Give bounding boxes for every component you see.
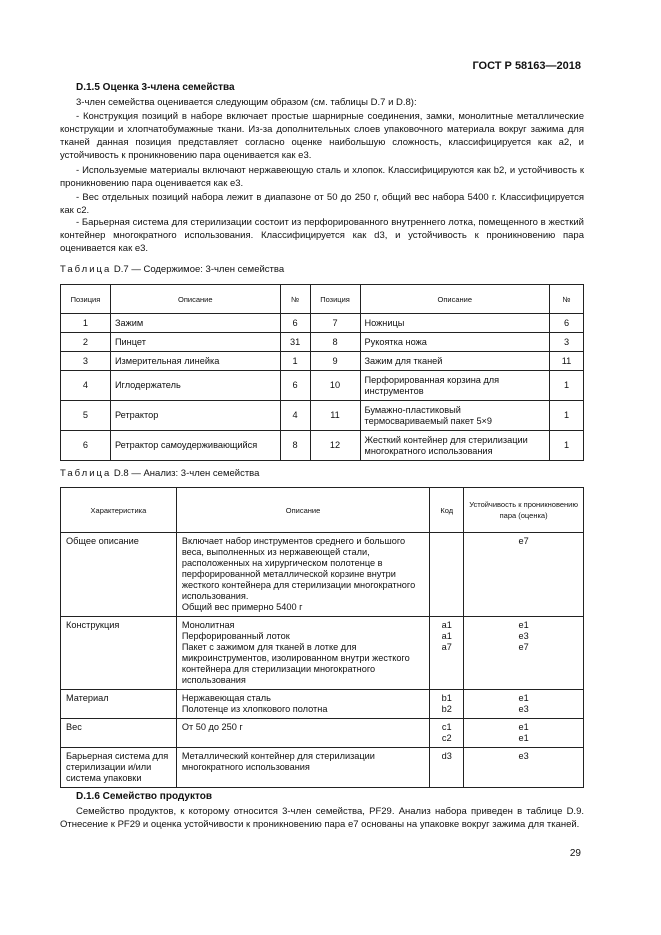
- table-row: [61, 314, 584, 333]
- cell: Пинцет: [110, 333, 280, 352]
- header-resistance: Устойчивость к проникновению пара (оценка): [464, 488, 584, 533]
- cell-description: От 50 до 250 г: [176, 719, 429, 748]
- table-row: [61, 690, 584, 719]
- section-d15-weight: - Вес отдельных позиций набора лежит в диапазоне от 50 до 250 г, общий вес набора 5400 г. Классифицируется как c2.: [60, 192, 584, 216]
- cell: 11: [550, 352, 584, 371]
- cell: Ретрактор: [110, 401, 280, 431]
- cell: 31: [280, 333, 310, 352]
- table-row: [61, 333, 584, 352]
- cell-characteristic: Конструкция: [61, 617, 177, 690]
- cell: 6: [550, 314, 584, 333]
- cell-code: d3: [430, 748, 464, 788]
- cell-description: Металлический контейнер для стерилизации многократного использования: [176, 748, 429, 788]
- cell: Ретрактор самоудерживающийся: [110, 431, 280, 461]
- cell: 7: [310, 314, 360, 333]
- table-d8-caption: Таблица D.8 — Анализ: 3-член семейства: [60, 468, 260, 479]
- cell: 1: [280, 352, 310, 371]
- cell-resistance: e1 e3: [464, 690, 584, 719]
- cell: 4: [61, 371, 111, 401]
- table-header-row: [61, 488, 584, 533]
- section-d16-title: D.1.6 Семейство продуктов: [76, 791, 212, 802]
- cell: 12: [310, 431, 360, 461]
- cell-description: Монолитная Перфорированный лоток Пакет с зажимом для тканей в лотке для микроинструментов, изолированном внутри жесткого контейнера для стерилизации многократного использования: [176, 617, 429, 690]
- cell: 1: [550, 371, 584, 401]
- cell: Ножницы: [360, 314, 550, 333]
- cell-characteristic: Вес: [61, 719, 177, 748]
- cell: 11: [310, 401, 360, 431]
- table-d7: [60, 284, 584, 461]
- cell: 1: [550, 431, 584, 461]
- header-description: Описание: [360, 285, 550, 314]
- header-position: Позиция: [61, 285, 111, 314]
- cell: Рукоятка ножа: [360, 333, 550, 352]
- cell: Перфорированная корзина для инструментов: [360, 371, 550, 401]
- cell: Измерительная линейка: [110, 352, 280, 371]
- header-position: Позиция: [310, 285, 360, 314]
- table-row: [61, 533, 584, 617]
- cell: 6: [280, 371, 310, 401]
- cell: 5: [61, 401, 111, 431]
- section-d15-construction: - Конструкция позиций в наборе включает простые шарнирные соединения, замки, монолитные металлические конструкции и хлопчатобумажные ткани. Из-за дополнительных слоев упаковочного материала вокруг зажима для тканей данная позиция представляет согласно оценке наибольшую сложность, классифицируется как a2, и устойчивость к проникновению пара оценивается как e3.: [60, 111, 584, 161]
- table-row: [61, 401, 584, 431]
- cell: 4: [280, 401, 310, 431]
- cell-resistance: e1 e1: [464, 719, 584, 748]
- cell: Иглодержатель: [110, 371, 280, 401]
- cell: 2: [61, 333, 111, 352]
- standard-number: ГОСТ Р 58163—2018: [472, 60, 581, 72]
- cell: 3: [61, 352, 111, 371]
- cell: 9: [310, 352, 360, 371]
- cell: 6: [280, 314, 310, 333]
- cell-code: [430, 533, 464, 617]
- cell-characteristic: Барьерная система для стерилизации и/или система упаковки: [61, 748, 177, 788]
- table-row: [61, 352, 584, 371]
- cell-code: a1 a1 a7: [430, 617, 464, 690]
- cell-description: Нержавеющая сталь Полотенце из хлопкового полотна: [176, 690, 429, 719]
- cell: Жесткий контейнер для стерилизации многократного использования: [360, 431, 550, 461]
- table-header-row: [61, 285, 584, 314]
- cell-code: b1 b2: [430, 690, 464, 719]
- header-description: Описание: [176, 488, 429, 533]
- section-d15-title: D.1.5 Оценка 3-члена семейства: [76, 82, 235, 93]
- cell: 1: [550, 401, 584, 431]
- cell-characteristic: Материал: [61, 690, 177, 719]
- cell: 8: [280, 431, 310, 461]
- section-d15-intro: 3-член семейства оценивается следующим образом (см. таблицы D.7 и D.8):: [76, 97, 417, 108]
- cell-resistance: e3: [464, 748, 584, 788]
- cell-characteristic: Общее описание: [61, 533, 177, 617]
- header-description: Описание: [110, 285, 280, 314]
- cell: Зажим: [110, 314, 280, 333]
- section-d15-materials: - Используемые материалы включают нержавеющую сталь и хлопок. Классифицируются как b2, и устойчивость к проникновению пара оценивается как e3.: [60, 165, 584, 189]
- table-row: [61, 371, 584, 401]
- header-characteristic: Характеристика: [61, 488, 177, 533]
- table-d7-caption: Таблица D.7 — Содержимое: 3-член семейства: [60, 264, 285, 275]
- cell-description: Включает набор инструментов среднего и большого веса, выполненных из нержавеющей стали, расположенных на хирургическом полотенце в перфорированной металлической корзине внутри жесткого контейнера для стерилизации многократного использования. Общий вес примерно 5400 г: [176, 533, 429, 617]
- cell: 10: [310, 371, 360, 401]
- cell: Бумажно-пластиковый термосваривaемый пакет 5×9: [360, 401, 550, 431]
- cell-code: c1 c2: [430, 719, 464, 748]
- cell: Зажим для тканей: [360, 352, 550, 371]
- header-number: №: [280, 285, 310, 314]
- table-d8: [60, 487, 584, 788]
- section-d15-barrier: - Барьерная система для стерилизации состоит из перфорированного внутреннего лотка, помещенного в жесткий контейнер многократного использования. Классифицируется как d3, и устойчивость к проникновению пара оценивается как e3.: [60, 217, 584, 254]
- page-number: 29: [569, 848, 581, 859]
- cell-resistance: e1 e3 e7: [464, 617, 584, 690]
- cell: 3: [550, 333, 584, 352]
- table-row: [61, 431, 584, 461]
- cell: 1: [61, 314, 111, 333]
- table-row: [61, 617, 584, 690]
- table-row: [61, 748, 584, 788]
- header-number: №: [550, 285, 584, 314]
- cell-resistance: e7: [464, 533, 584, 617]
- table-row: [61, 719, 584, 748]
- cell: 6: [61, 431, 111, 461]
- cell: 8: [310, 333, 360, 352]
- section-d16-body: Семейство продуктов, к которому относится 3-член семейства, PF29. Анализ набора приведен в таблице D.9. Отнесение к PF29 и оценка устойчивости к проникновению пара e7 основаны на упаковке вокруг зажима для тканей.: [60, 806, 584, 830]
- header-code: Код: [430, 488, 464, 533]
